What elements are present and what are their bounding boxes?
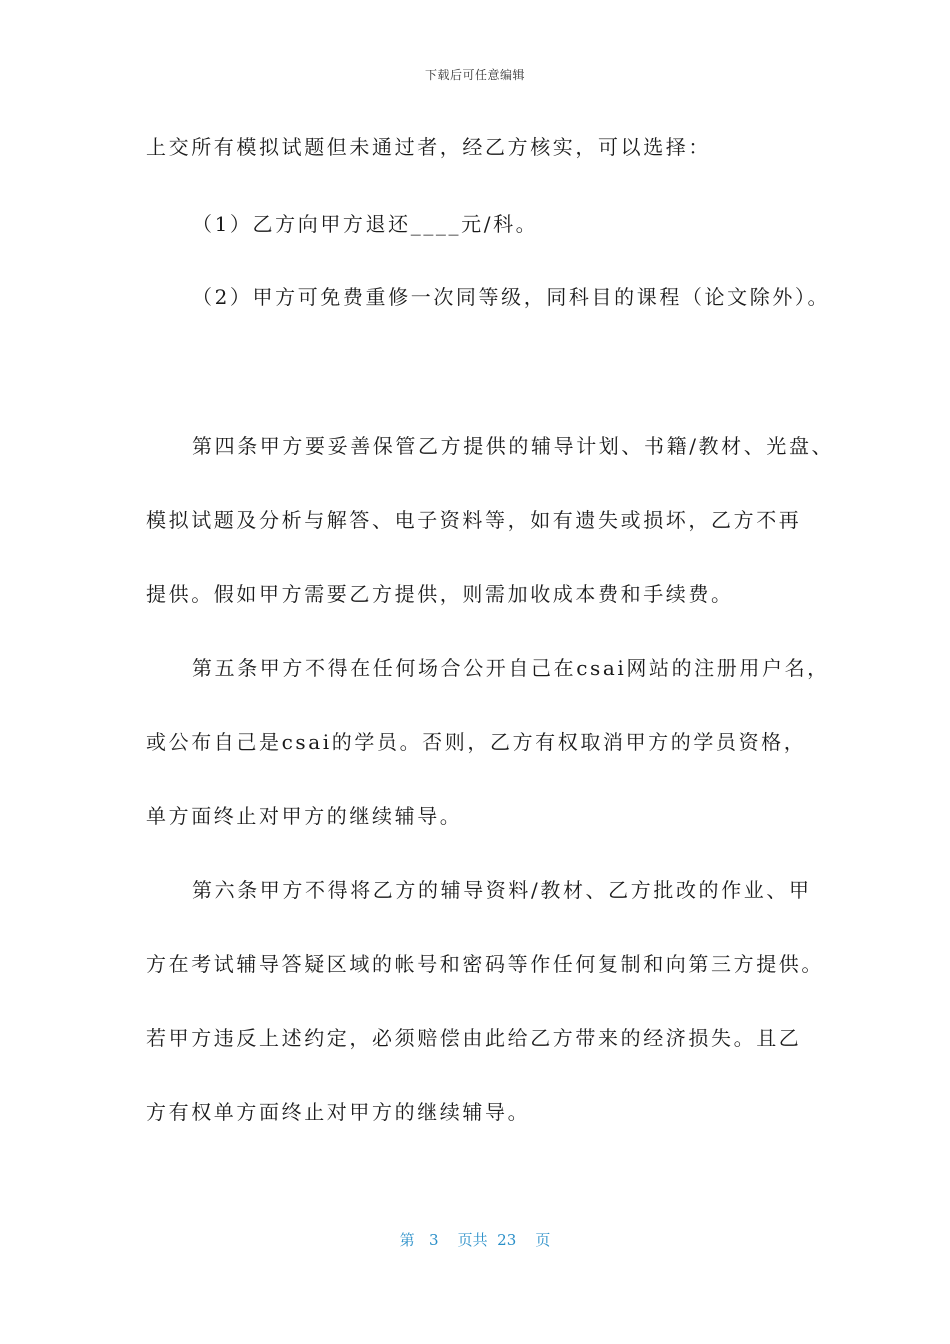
page-label-suffix: 页 bbox=[535, 1231, 551, 1249]
text-line: 第六条甲方不得将乙方的辅导资料/教材、乙方批改的作业、甲 bbox=[192, 878, 812, 902]
text-line: 上交所有模拟试题但未通过者，经乙方核实，可以选择： bbox=[146, 135, 711, 159]
page-header-note: 下载后可任意编辑 bbox=[424, 68, 525, 82]
text-line: 方在考试辅导答疑区域的帐号和密码等作任何复制和向第三方提供。 bbox=[146, 952, 824, 976]
text-line: （2）甲方可免费重修一次同等级，同科目的课程（论文除外）。 bbox=[192, 285, 831, 309]
text-line: 若甲方违反上述约定，必须赔偿由此给乙方带来的经济损失。且乙 bbox=[146, 1026, 802, 1050]
text-line: 单方面终止对甲方的继续辅导。 bbox=[146, 804, 463, 828]
page-label-prefix: 第 bbox=[399, 1231, 415, 1249]
text-line: 模拟试题及分析与解答、电子资料等，如有遗失或损坏，乙方不再 bbox=[146, 508, 802, 532]
total-page-count: 23 bbox=[497, 1231, 517, 1249]
text-line: （1）乙方向甲方退还____元/科。 bbox=[192, 212, 539, 236]
page-number-footer bbox=[0, 1229, 950, 1250]
text-line: 第五条甲方不得在任何场合公开自己在csai网站的注册用户名， bbox=[192, 656, 830, 680]
text-line: 第四条甲方要妥善保管乙方提供的辅导计划、书籍/教材、光盘、 bbox=[192, 434, 835, 458]
page-label-middle: 页共 bbox=[457, 1231, 488, 1249]
text-line: 方有权单方面终止对甲方的继续辅导。 bbox=[146, 1100, 531, 1124]
text-line: 提供。假如甲方需要乙方提供，则需加收成本费和手续费。 bbox=[146, 582, 734, 606]
current-page-number: 3 bbox=[428, 1231, 439, 1249]
text-line: 或公布自己是csai的学员。否则，乙方有权取消甲方的学员资格， bbox=[146, 730, 807, 754]
